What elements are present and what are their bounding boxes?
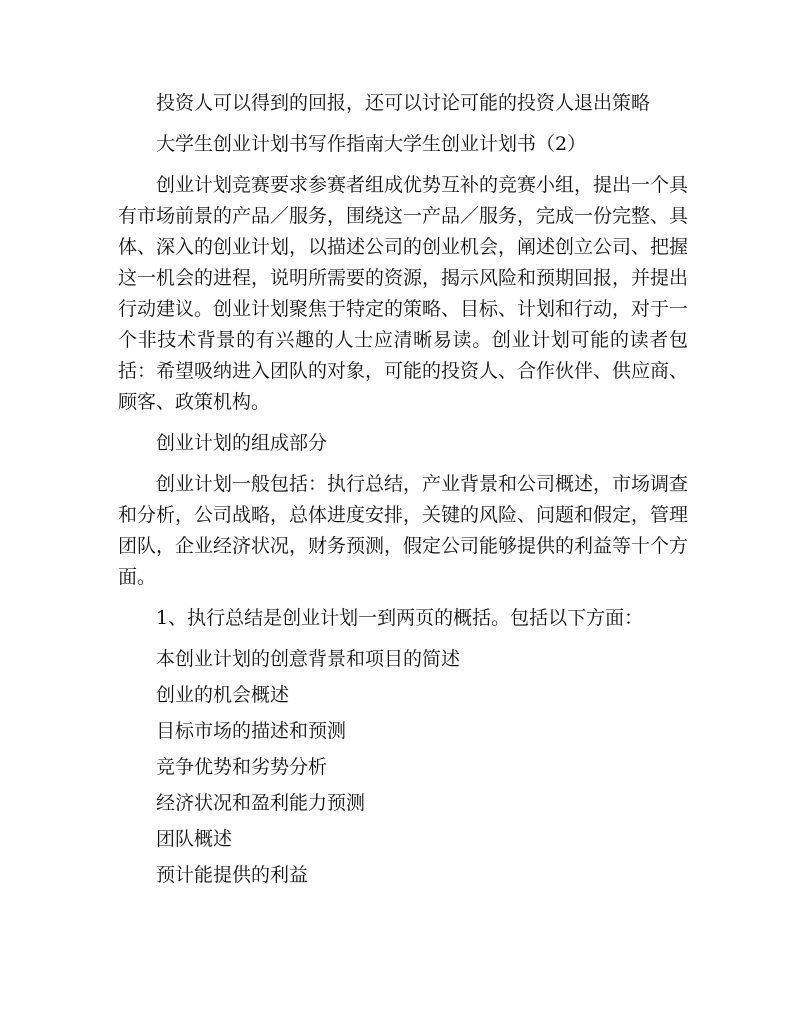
list-item: 经济状况和盈利能力预测 [156,792,366,814]
document-page [118,88,688,891]
list-item: 本创业计划的创意背景和项目的简述 [156,648,461,670]
list-item: 竞争优势和劣势分析 [156,756,328,778]
paragraph-plan-contents: 创业计划一般包括：执行总结，产业背景和公司概述，市场调查和分析，公司战略，总体进度安排，关键的风险、问题和假定，管理团队，企业经济状况，财务预测，假定公司能够提供的利益等十个方面。 [118,473,689,588]
executive-summary-list [118,644,688,891]
paragraph-competition-requirements: 创业计划竞赛要求参赛者组成优势互补的竞赛小组，提出一个具有市场前景的产品／服务，围绕这一产品／服务，完成一份完整、具体、深入的创业计划，以描述公司的创业机会，阐述创立公司、把握这一机会的进程，说明所需要的资源，揭示风险和预期回报，并提出行动建议。创业计划聚焦于特定的策略、目标、计划和行动，对于一个非技术背景的有兴趣的人士应清晰易读。创业计划可能的读者包括：希望吸纳进入团队的对象，可能的投资人、合作伙伴、供应商、顾客、政策机构。 [118,174,689,413]
list-item: 预计能提供的利益 [156,864,309,886]
list-item: 目标市场的描述和预测 [156,720,347,742]
list-item: 团队概述 [156,828,233,850]
paragraph-guide-title: 大学生创业计划书写作指南大学生创业计划书（2） [156,133,587,155]
paragraph-executive-summary: 1、执行总结是创业计划一到两页的概括。包括以下方面： [156,607,644,629]
section-heading-components: 创业计划的组成部分 [156,432,328,454]
paragraph-investor-returns: 投资人可以得到的回报，还可以讨论可能的投资人退出策略 [156,92,651,114]
list-item: 创业的机会概述 [156,684,290,706]
